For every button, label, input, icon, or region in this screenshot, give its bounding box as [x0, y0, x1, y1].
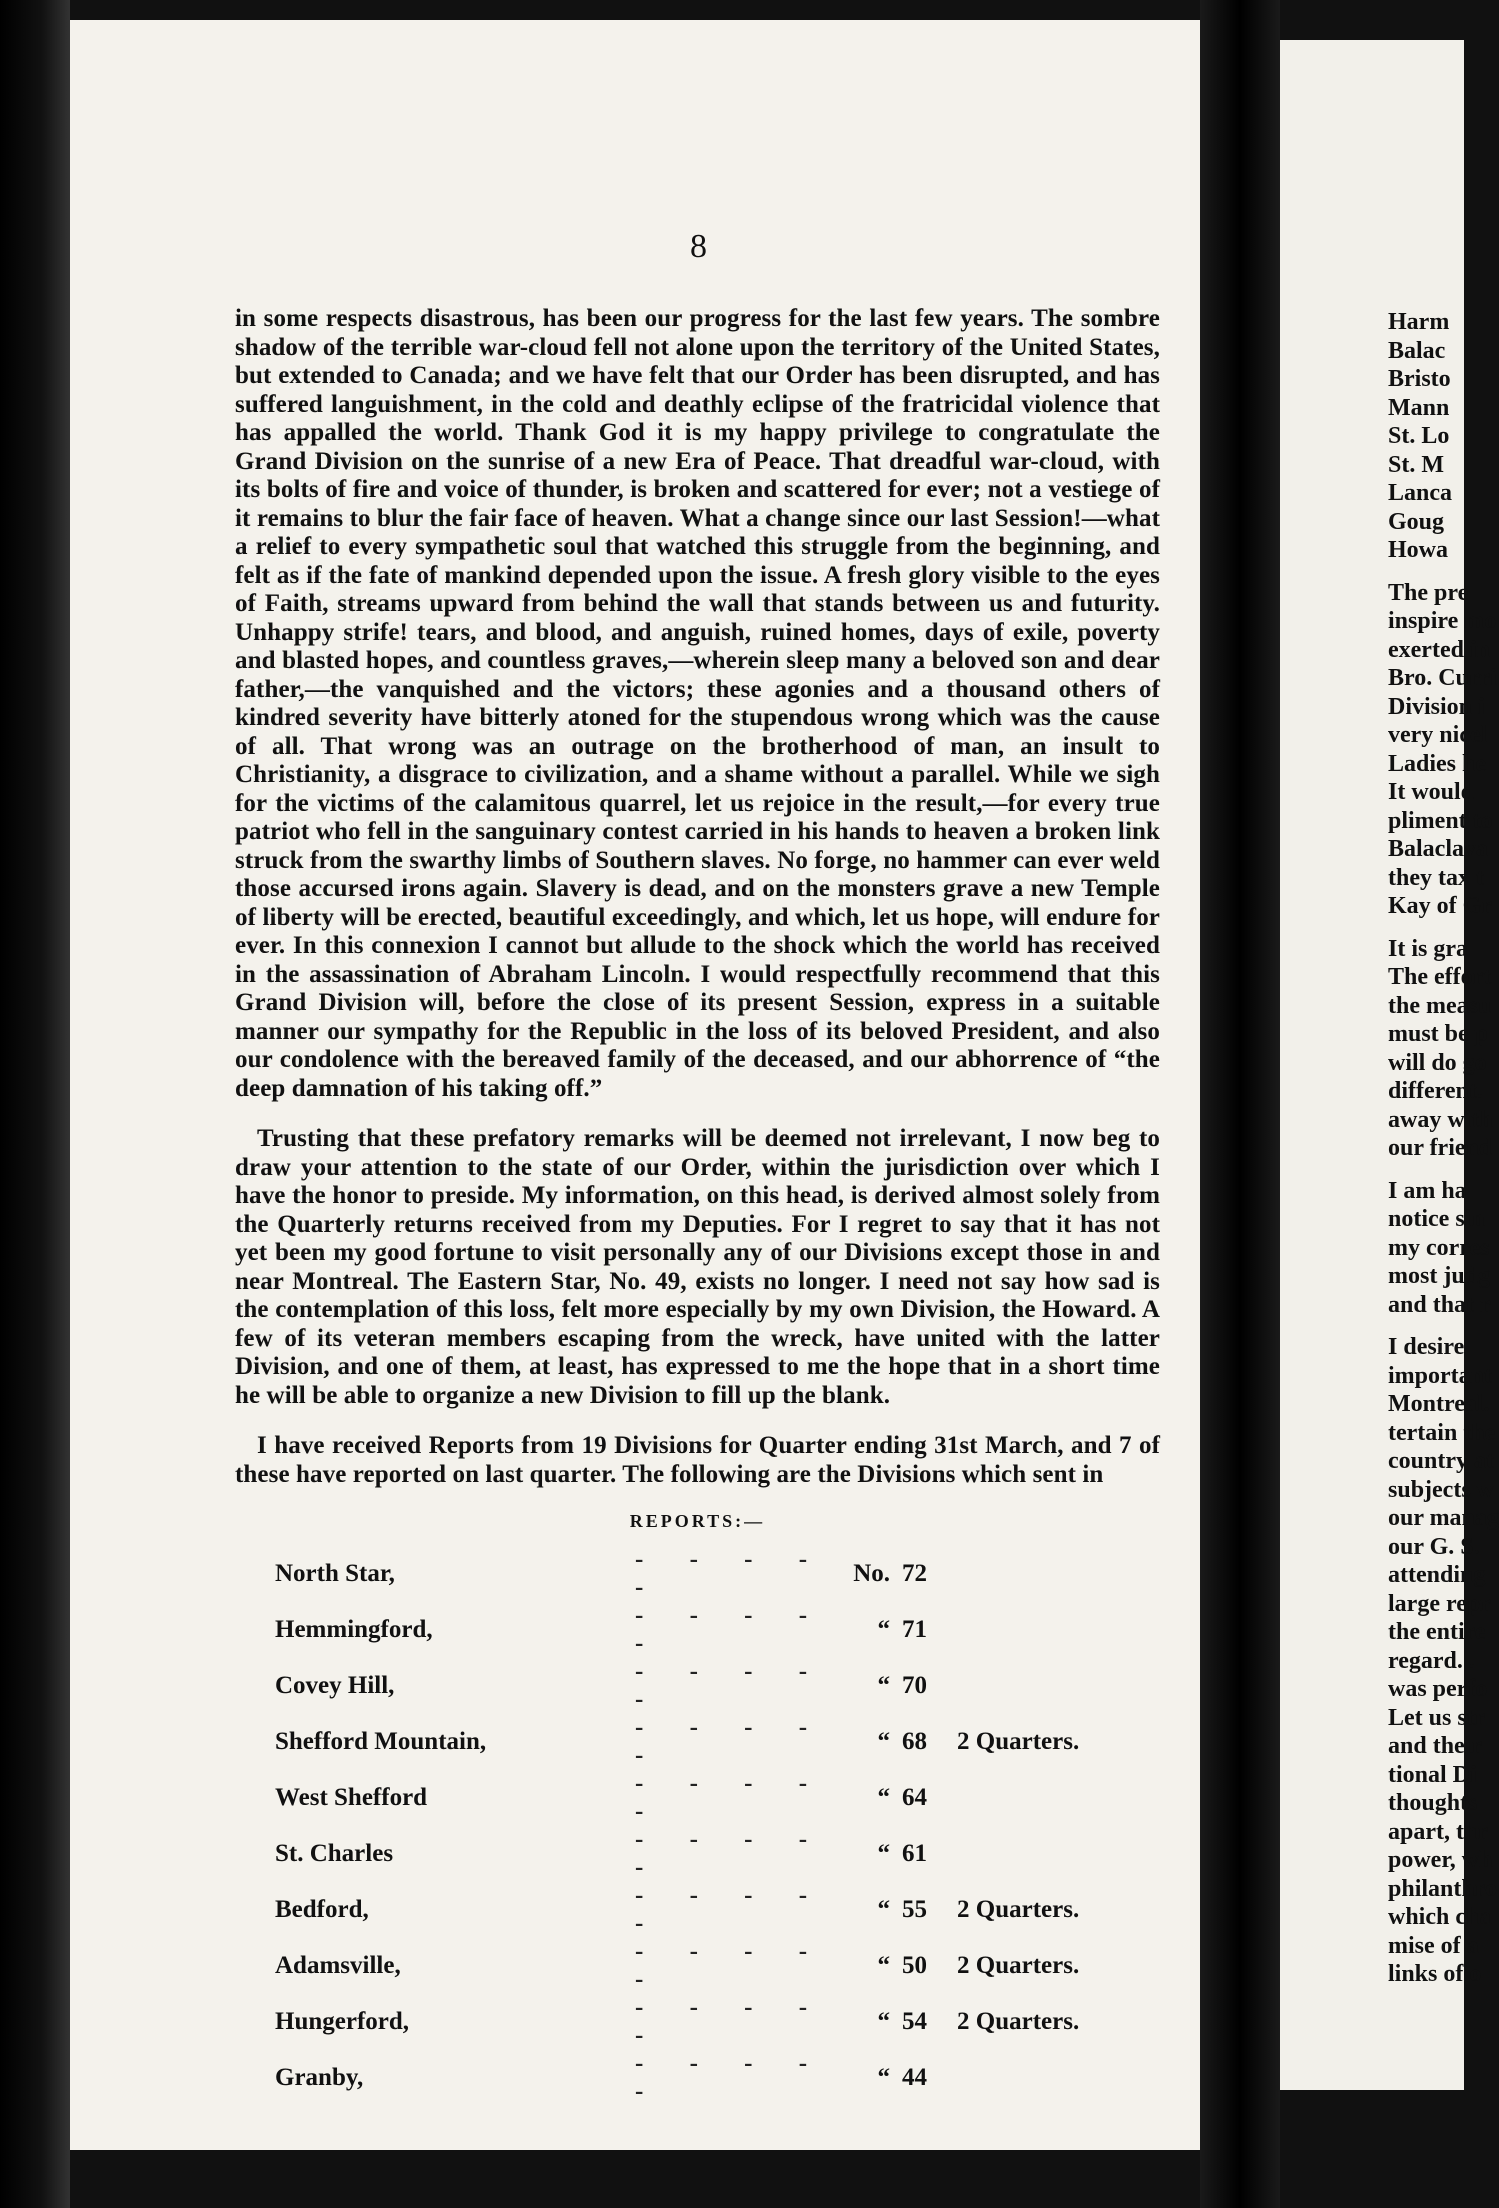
report-division-name: Hungerford, [275, 2008, 410, 2035]
right-page-line: Kay of Gr [1388, 893, 1492, 919]
right-page-line: I desire [1388, 1334, 1465, 1360]
right-page-line: It would [1388, 779, 1475, 805]
report-row [275, 1602, 1155, 1658]
right-page-line: apart, thr [1388, 1818, 1488, 1845]
report-leader-dots: - - - - - [635, 2050, 828, 2105]
right-page-line: tertain the [1388, 1419, 1496, 1446]
right-page-line: Goug [1388, 508, 1445, 535]
report-number-prefix: “ [877, 1672, 890, 1699]
right-page-line: large repr [1388, 1590, 1491, 1617]
right-page-line: Balac [1388, 337, 1446, 364]
right-page-line: Division i [1388, 693, 1485, 720]
right-page-gap [1388, 1319, 1464, 1333]
right-page-line: philanthro [1388, 1875, 1497, 1902]
report-division-number: 50 [902, 1952, 927, 1979]
right-page-line: pliment to [1388, 807, 1493, 834]
report-number-prefix: “ [877, 1784, 890, 1811]
right-page-line: Let us str [1388, 1704, 1486, 1731]
right-page-line: and their [1388, 1733, 1483, 1759]
right-page-line: subjects w [1388, 1476, 1494, 1503]
right-page-line: and that r [1388, 1291, 1491, 1318]
report-division-name: Bedford, [275, 1896, 369, 1923]
report-leader-dots: - - - - - [635, 1994, 828, 2049]
report-note [957, 1546, 1155, 1602]
report-number-prefix: “ [877, 1616, 890, 1643]
report-note: 2 Quarters. [957, 2008, 1080, 2035]
right-page-line: will do go [1388, 1049, 1487, 1076]
right-page-line: The pre [1388, 579, 1469, 606]
report-note [957, 1658, 1155, 1714]
right-page-line: very nicel [1388, 722, 1488, 748]
report-division-number: 54 [902, 2008, 927, 2035]
right-page-line: notice sin [1388, 1206, 1485, 1232]
report-leader-dots: - - - - - [635, 1770, 828, 1825]
report-row [275, 1546, 1155, 1602]
right-page-line: Howa [1388, 537, 1448, 563]
right-page-line: they tax t [1388, 864, 1484, 891]
report-number-prefix: “ [877, 2008, 890, 2035]
book-binding-left [0, 0, 70, 2208]
right-page-line: Ladies he [1388, 750, 1487, 777]
reports-table [275, 1546, 1155, 2106]
paragraph-1: in some respects disastrous, has been our progress for the last few years. The sombre shadow of the terrible war-cloud fell not alone upon the territory of the United States, but extended to Canada; and we have felt that our Order has been disrupted, and has suffered languishment, in the cold and deathly eclipse of the fratricidal violence that has appalled the world. Thank God it is my happy privilege to congratulate the Grand Division on the sunrise of a new Era of Peace. That dreadful war-cloud, with its bolts of fire and voice of thunder, is broken and scattered for ever; not a vestiege of it remains to blur the fair face of heaven. What a change since our last Session!—what a relief to every sympathetic soul that watched this struggle from the beginning, and felt as if the fate of mankind depended upon the issue. A fresh glory visible to the eyes of Faith, streams upward from behind the wall that stands between us and futurity. Unhappy strife! tears, and blood, and anguish, ruined homes, days of exile, poverty and blasted hopes, and countless graves,—wherein sleep many a beloved son and dear father,—the vanquished and the victors; these agonies and a thousand others of kindred severity have bitterly atoned for the stupendous wrong which was the cause of all. That wrong was an outrage on the brotherhood of man, an insult to Christianity, a disgrace to civilization, and a shame without a parallel. While we sigh for the victims of the calamitous quarrel, let us rejoice in the result,—for every true patriot who fell in the sanguinary contest carried in his hands to heaven a broken link struck from the swarthy limbs of Southern slaves. No forge, no hammer can ever weld those accursed irons again. Slavery is dead, and on the monsters grave a new Temple of liberty will be erected, beautiful exceedingly, and which, let us hope, will endure for ever. In this connexion I cannot but allude to the shock which the world has received in the assassination of Abraham Lincoln. I would respectfully recommend that this Grand Division will, before the close of its present Session, express in a suitable manner our sympathy for the Republic in the loss of its beloved President, and also our condolence with the bereaved family of the deceased, and our abhorrence of “the deep damnation of his taking off.” [235, 305, 1160, 1102]
right-page-line: Mann [1388, 394, 1450, 421]
right-page-line: Lanca [1388, 480, 1453, 506]
report-note: 2 Quarters. [957, 1952, 1080, 1979]
right-page-line: which cha [1388, 1904, 1492, 1930]
report-row [275, 1994, 1155, 2050]
report-division-name: North Star, [275, 1560, 395, 1587]
report-division-number: 68 [902, 1728, 927, 1755]
report-note [957, 1602, 1155, 1658]
right-page-line: Bro. Curri [1388, 665, 1497, 691]
right-page-line: Harm [1388, 309, 1450, 335]
report-number-prefix: “ [877, 1728, 890, 1755]
paragraph-3: I have received Reports from 19 Divisions for Quarter ending 31st March, and 7 of these have reported on last quarter. The following are the Divisions which sent in [235, 1432, 1160, 1488]
report-number-prefix: No. [853, 1560, 890, 1587]
report-leader-dots: - - - - - [635, 1602, 828, 1657]
report-row [275, 1826, 1155, 1882]
report-leader-dots: - - - - - [635, 1826, 828, 1881]
right-page-line: attending [1388, 1562, 1486, 1588]
right-page-line: Montreal. [1388, 1391, 1490, 1417]
right-page-line: St. Lo [1388, 423, 1450, 449]
right-page-line: our friend [1388, 1135, 1493, 1161]
reports-heading: REPORTS:— [629, 1511, 766, 1531]
report-note: 2 Quarters. [957, 1728, 1080, 1755]
right-page-line: different. [1388, 1078, 1483, 1104]
right-page-line: our G. S. [1388, 1533, 1480, 1560]
right-page-line: our manag [1388, 1505, 1499, 1531]
right-page-line: mise of a [1388, 1932, 1479, 1959]
right-page-line: inspire mo [1388, 608, 1497, 634]
right-page-line: tional Di [1388, 1761, 1477, 1788]
report-division-number: 44 [902, 2064, 927, 2091]
report-leader-dots: - - - - - [635, 1658, 828, 1713]
right-page-line: regard. . [1388, 1647, 1475, 1674]
report-note [957, 2050, 1155, 2106]
report-division-name: Hemmingford, [275, 1616, 433, 1643]
main-text-column [235, 305, 1160, 2106]
report-leader-dots: - - - - - [635, 1714, 828, 1769]
book-gutter [1200, 0, 1280, 2208]
report-number-prefix: “ [877, 1840, 890, 1867]
right-page-line: important [1388, 1362, 1492, 1389]
right-page-line: was perfo [1388, 1676, 1488, 1702]
report-division-number: 64 [902, 1784, 927, 1811]
report-row [275, 1714, 1155, 1770]
report-division-number: 70 [902, 1672, 927, 1699]
report-row [275, 2050, 1155, 2106]
right-page-line: St. M [1388, 451, 1444, 478]
report-leader-dots: - - - - - [635, 1938, 828, 1993]
report-row [275, 1770, 1155, 1826]
report-division-number: 61 [902, 1840, 927, 1867]
report-division-number: 72 [902, 1560, 927, 1587]
right-page-line: power, wh [1388, 1847, 1493, 1873]
report-division-name: Adamsville, [275, 1952, 401, 1979]
report-note [957, 1826, 1155, 1882]
report-division-name: Granby, [275, 2064, 364, 2091]
paragraph-2: Trusting that these prefatory remarks will be deemed not irrelevant, I now beg to draw your attention to the state of our Order, within the jurisdiction over which I have the honor to preside. My information, on this head, is derived almost solely from the Quarterly returns received from my Deputies. For I regret to say that it has not yet been my good fortune to visit personally any of our Divisions except those in and near Montreal. The Eastern Star, No. 49, exists no longer. I need not say how sad is the contemplation of this loss, felt more especially by my own Division, the Howard. A few of its veteran members escaping from the wreck, have united with the latter Division, and one of them, at least, has expressed to me the hope that in a short time he will be able to organize a new Division to fill up the blank. [235, 1125, 1160, 1409]
report-number-prefix: “ [877, 1952, 890, 1979]
report-leader-dots: - - - - - [635, 1546, 828, 1601]
right-page-line: my corres [1388, 1234, 1490, 1261]
report-division-number: 71 [902, 1616, 927, 1643]
report-number-prefix: “ [877, 2064, 890, 2091]
right-page-line: Balaclava [1388, 836, 1488, 862]
right-page-line: It is gra [1388, 935, 1468, 962]
right-page-line: the entire [1388, 1619, 1486, 1645]
report-division-name: Shefford Mountain, [275, 1728, 487, 1755]
right-page-line: the measu [1388, 992, 1492, 1019]
right-page-line: exerted in [1388, 636, 1490, 663]
right-page-gap [1388, 921, 1464, 935]
right-page-line: I am ha [1388, 1177, 1467, 1204]
page-number: 8 [690, 228, 707, 265]
report-division-number: 55 [902, 1896, 927, 1923]
right-page-line: The effort [1388, 964, 1492, 990]
report-division-name: St. Charles [275, 1840, 394, 1867]
right-page-line: must be p [1388, 1021, 1489, 1047]
report-note [957, 1770, 1155, 1826]
right-page-gap [1388, 1163, 1464, 1177]
right-page-line: away with [1388, 1106, 1493, 1133]
right-page-line: links of o [1388, 1961, 1482, 1987]
right-page-gap [1388, 565, 1464, 579]
right-page-line: Bristo [1388, 366, 1451, 392]
report-number-prefix: “ [877, 1896, 890, 1923]
report-leader-dots: - - - - - [635, 1882, 828, 1937]
right-page-line: thoughts [1388, 1790, 1478, 1816]
report-row [275, 1658, 1155, 1714]
report-row [275, 1882, 1155, 1938]
right-page-text [1388, 308, 1499, 1989]
right-page-line: country at [1388, 1448, 1494, 1474]
report-division-name: Covey Hill, [275, 1672, 395, 1699]
report-note: 2 Quarters. [957, 1896, 1080, 1923]
report-row [275, 1938, 1155, 1994]
right-page-line: most judg [1388, 1263, 1491, 1289]
report-division-name: West Shefford [275, 1784, 428, 1811]
